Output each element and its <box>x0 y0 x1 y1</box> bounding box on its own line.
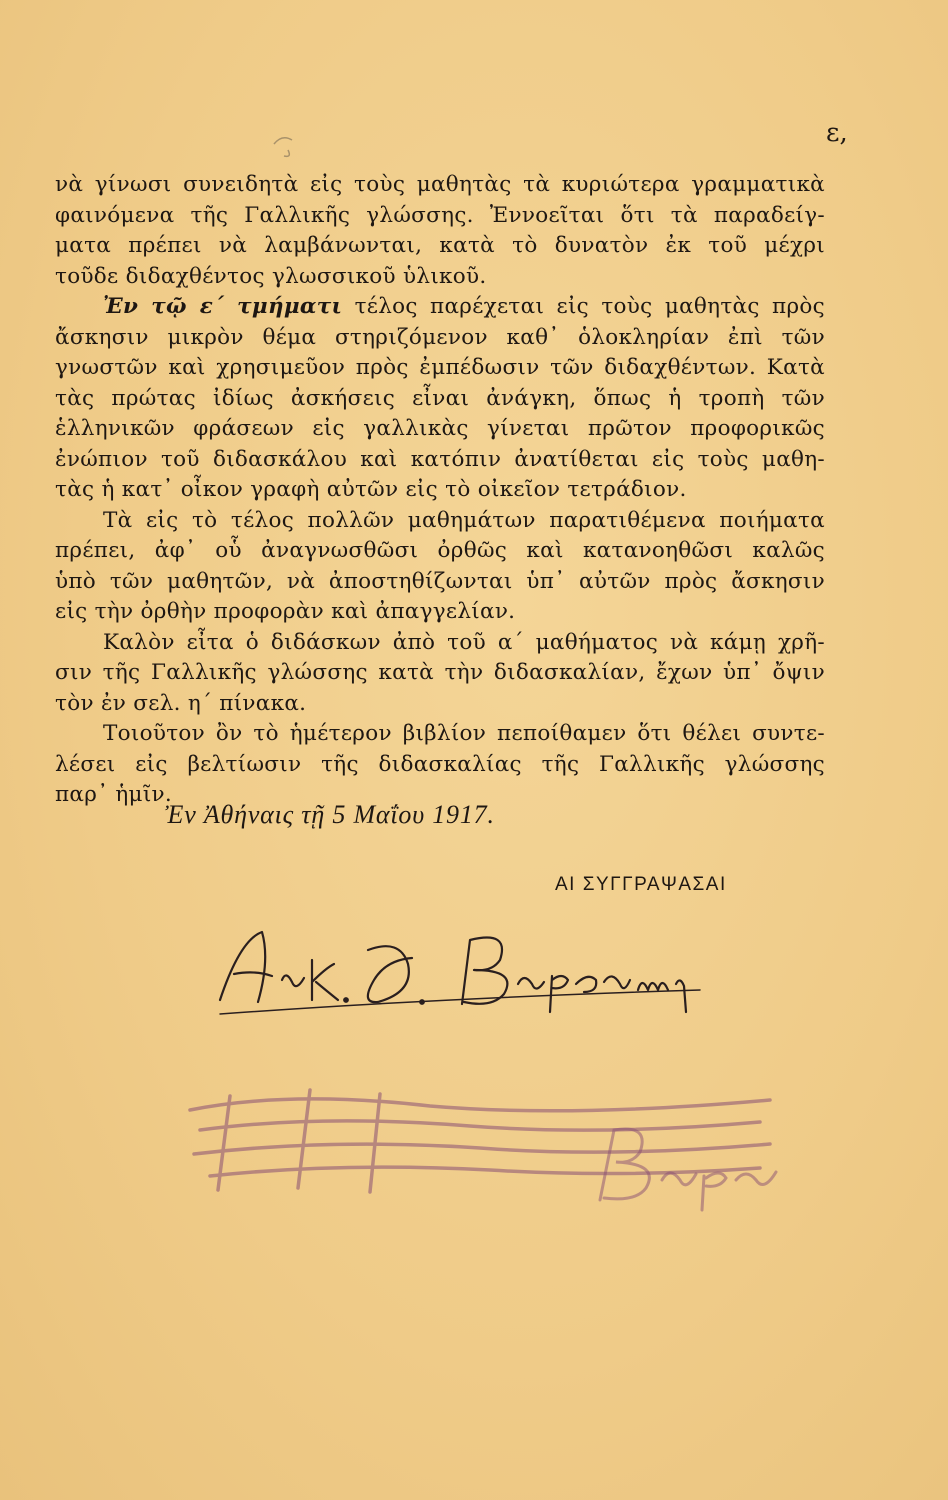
dateline: Ἐν Ἀθήναις τῇ 5 Μαΐου 1917. <box>165 800 495 829</box>
text-line: σιν τῆς Γαλλικῆς γλώσσης κατὰ τὴν διδασκαλίαν, ἔχων ὑπ᾽ ὄψιν <box>55 660 825 685</box>
text-line: πρέπει, ἀφ᾽ οὗ ἀναγνωσθῶσι ὀρθῶς καὶ κατανοηθῶσι καλῶς <box>55 538 825 563</box>
text-span: τέλος παρέχεται εἰς τοὺς μαθητὰς πρὸς <box>342 294 825 319</box>
text-line: ἄσκησιν μικρὸν θέμα στηριζόμενον καθ᾽ ὁλοκληρίαν ἐπὶ τῶν <box>55 324 825 350</box>
text-line: τὰς πρώτας ἰδίως ἀσκήσεις εἶναι ἀνάγκη, ὅπως ἡ τροπὴ τῶν <box>55 385 825 411</box>
text-line: τὸν ἐν σελ. η΄ πίνακα. <box>55 690 307 716</box>
text-line: γνωστῶν καὶ χρησιμεῦον πρὸς ἐμπέδωσιν τῶν διδαχθέντων. Κατὰ <box>55 355 825 380</box>
text-line: νὰ γίνωσι συνειδητὰ εἰς τοὺς μαθητὰς τὰ κυριώτερα γραμματικὰ <box>55 172 825 197</box>
body-text <box>55 170 825 811</box>
text-line: λέσει εἰς βελτίωσιν τῆς διδασκαλίας τῆς Γαλλικῆς γλώσσης <box>55 751 825 777</box>
pencil-mark-icon <box>270 130 306 160</box>
text-line: παρ᾽ ἡμῖν. <box>55 782 173 807</box>
text-line: φαινόμενα τῆς Γαλλικῆς γλώσσης. Ἐννοεῖται ὅτι τὰ παραδείγ- <box>55 202 825 228</box>
text-line: Τοιοῦτον ὂν τὸ ἡμέτερον βιβλίον πεποίθαμεν ὅτι θέλει συντε- <box>103 721 825 746</box>
text-line: εἰς τὴν ὀρθὴν προφορὰν καὶ ἀπαγγελίαν. <box>55 599 516 624</box>
section-lead: Ἐν τῷ ε΄ τμήματι <box>103 294 343 319</box>
text-line: ὑπὸ τῶν μαθητῶν, νὰ ἀποστηθίζωνται ὑπ᾽ αὐτῶν πρὸς ἄσκησιν <box>55 568 825 594</box>
text-line: ματα πρέπει νὰ λαμβάνωνται, κατὰ τὸ δυνατὸν ἐκ τοῦ μέχρι <box>55 233 825 258</box>
faded-signature <box>580 1110 790 1220</box>
text-line: τὰς ἡ κατ᾽ οἶκον γραφὴ αὐτῶν εἰς τὸ οἰκεῖον τετράδιον. <box>55 477 687 502</box>
page-number: ε, <box>826 118 848 148</box>
handwritten-signature <box>200 920 720 1020</box>
text-line <box>55 292 825 323</box>
text-line: τοῦδε διδαχθέντος γλωσσικοῦ ὑλικοῦ. <box>55 263 487 289</box>
authors-label: ΑΙ ΣΥΓΓΡΑΨΑΣΑΙ <box>555 874 727 895</box>
text-line: ἐνώπιον τοῦ διδασκάλου καὶ κατόπιν ἀνατίθεται εἰς τοὺς μαθη- <box>55 446 825 472</box>
text-line: ἑλληνικῶν φράσεων εἰς γαλλικὰς γίνεται πρῶτον προφορικῶς <box>55 416 825 441</box>
text-line: Καλὸν εἶτα ὁ διδάσκων ἀπὸ τοῦ α΄ μαθήματος νὰ κάμῃ χρῆ- <box>103 629 825 655</box>
text-line: Τὰ εἰς τὸ τέλος πολλῶν μαθημάτων παρατιθέμενα ποιήματα <box>103 507 825 533</box>
